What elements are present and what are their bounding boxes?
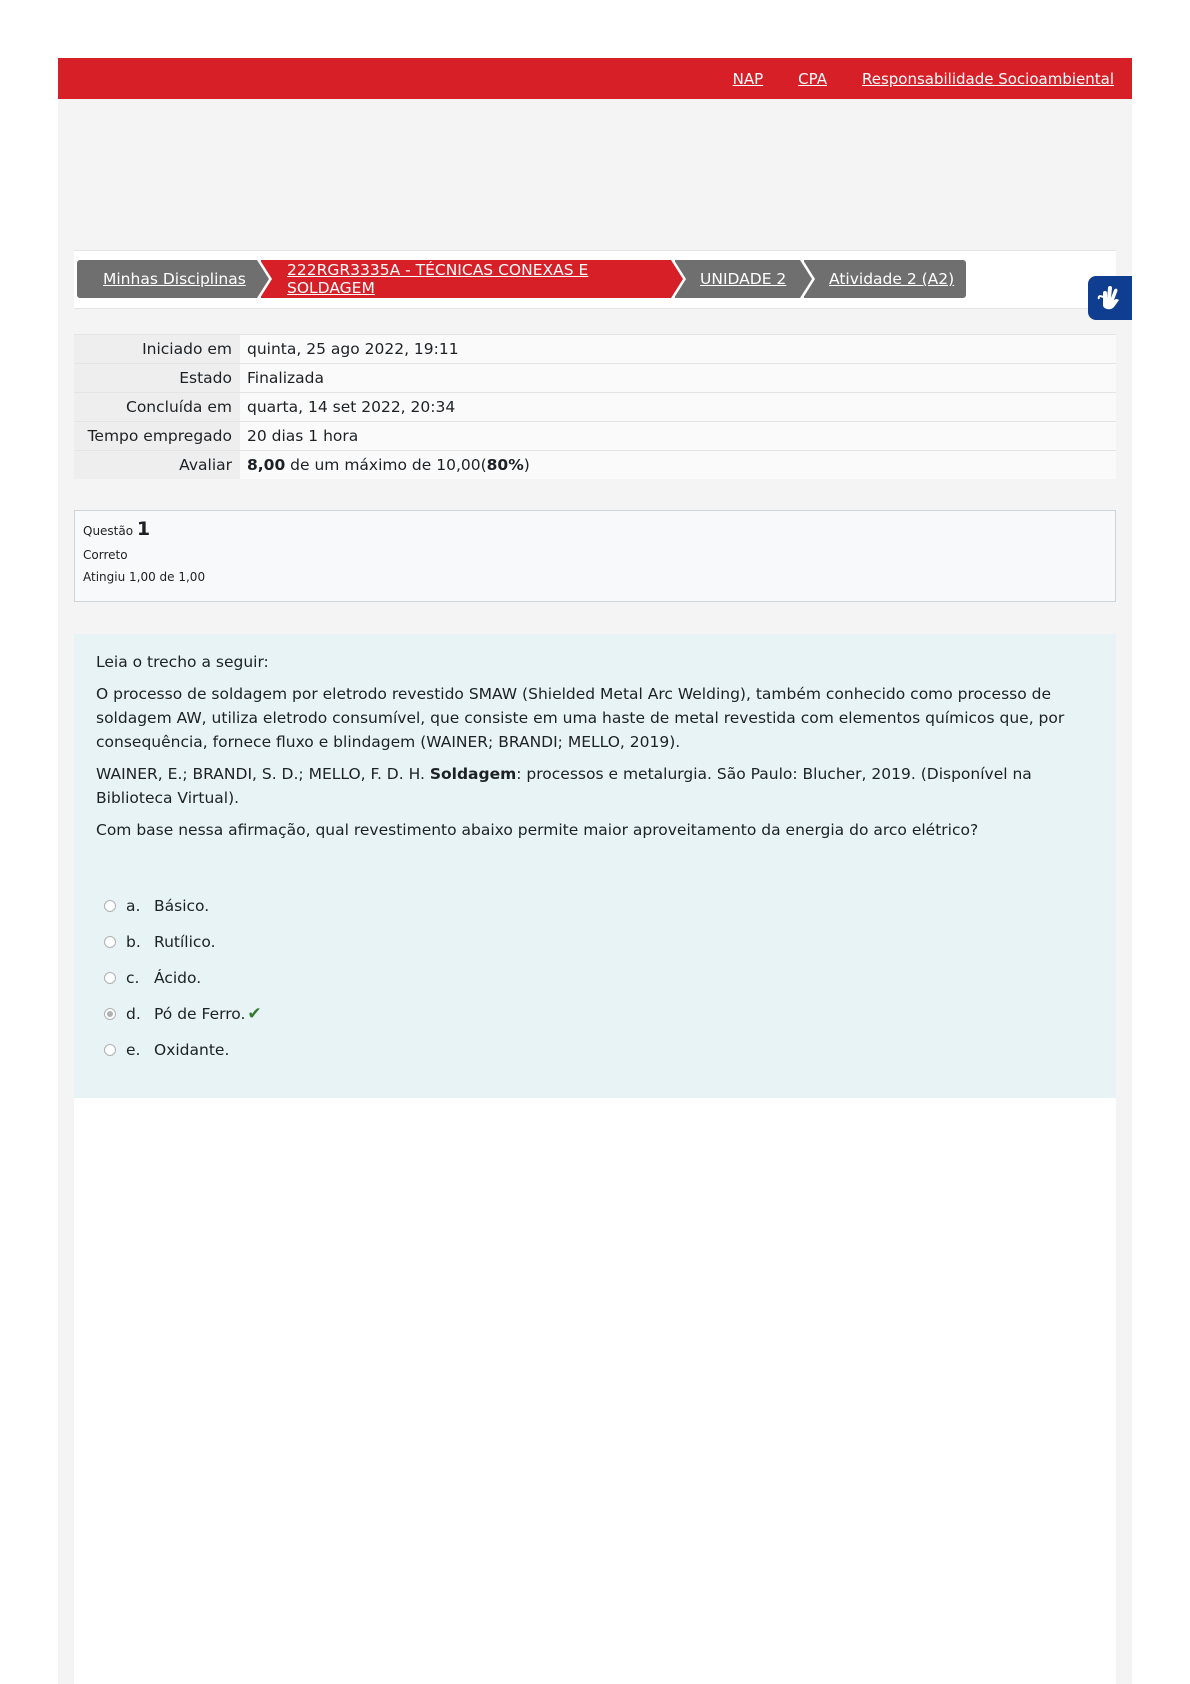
question-info-box <box>74 510 1116 602</box>
breadcrumb-item-atividade[interactable] <box>804 260 966 298</box>
answer-option-b[interactable] <box>104 924 262 960</box>
sign-language-hands-icon[interactable] <box>1088 276 1132 320</box>
radio-button[interactable] <box>104 1044 116 1056</box>
summary-value: quarta, 14 set 2022, 20:34 <box>240 393 1116 422</box>
question-prefix: Questão <box>83 524 134 538</box>
radio-button[interactable] <box>104 900 116 912</box>
question-mark: Atingiu 1,00 de 1,00 <box>83 570 206 584</box>
summary-row-grade <box>74 451 1116 480</box>
attempt-summary-table <box>74 334 1116 479</box>
answer-option-c[interactable] <box>104 960 262 996</box>
grade-end: ) <box>523 456 530 474</box>
radio-button[interactable] <box>104 936 116 948</box>
answer-letter: d. <box>126 1005 141 1023</box>
reference-authors: WAINER, E.; BRANDI, S. D.; MELLO, F. D. H. <box>96 765 430 783</box>
answer-letter: a. <box>126 897 141 915</box>
reference-details: : processos e metalurgia. São Paulo: Blucher, 2019. (Disponível na Biblioteca Virtual). <box>96 765 1032 807</box>
breadcrumb-item-minhas-disciplinas[interactable] <box>77 260 257 298</box>
summary-row <box>74 335 1116 364</box>
question-prompt: Com base nessa afirmação, qual revestimento abaixo permite maior aproveitamento da energia do arco elétrico? <box>96 821 979 839</box>
answer-text: Básico. <box>154 897 210 915</box>
question-intro: Leia o trecho a seguir: <box>96 653 269 671</box>
breadcrumb-item-unidade[interactable] <box>675 260 800 298</box>
page-container <box>58 58 1132 1684</box>
answer-letter: b. <box>126 933 141 951</box>
answer-text: Rutílico. <box>154 933 216 951</box>
answer-text: Oxidante. <box>154 1041 230 1059</box>
question-reference <box>96 762 1094 810</box>
answer-option-a[interactable] <box>104 888 262 924</box>
question-number: 1 <box>136 518 151 540</box>
grade-score: 8,00 <box>247 456 286 474</box>
nav-link-responsabilidade[interactable]: Responsabilidade Socioambiental <box>861 69 1114 88</box>
answer-letter: e. <box>126 1041 141 1059</box>
summary-label: Estado <box>74 364 240 393</box>
reference-title: Soldagem <box>429 765 517 783</box>
grade-percent: 80% <box>486 456 524 474</box>
top-nav-bar <box>58 58 1132 99</box>
summary-label: Concluída em <box>74 393 240 422</box>
summary-label: Iniciado em <box>74 335 240 364</box>
radio-button-selected[interactable] <box>104 1008 116 1020</box>
answer-option-e[interactable] <box>104 1032 262 1068</box>
summary-row <box>74 422 1116 451</box>
breadcrumb-label: Atividade 2 (A2) <box>829 270 955 288</box>
radio-button[interactable] <box>104 972 116 984</box>
summary-label: Tempo empregado <box>74 422 240 451</box>
summary-value: 20 dias 1 hora <box>240 422 1116 451</box>
breadcrumb-label: UNIDADE 2 <box>700 270 787 288</box>
grade-value <box>240 451 1116 480</box>
summary-label: Avaliar <box>74 451 240 480</box>
summary-value: quinta, 25 ago 2022, 19:11 <box>240 335 1116 364</box>
question-paragraph: O processo de soldagem por eletrodo revestido SMAW (Shielded Metal Arc Welding), também conhecido como processo de soldagem AW, utiliza eletrodo consumível, que consiste em uma haste de metal revestida com elementos químicos que, por consequência, fornece fluxo e blindagem (WAINER; BRANDI; MELLO, 2019). <box>96 685 1065 751</box>
summary-value: Finalizada <box>240 364 1116 393</box>
answer-list <box>104 888 262 1068</box>
grade-text: de um máximo de 10,00( <box>285 456 487 474</box>
question-content <box>74 634 1116 1098</box>
answer-text: Ácido. <box>154 969 202 987</box>
breadcrumb-label: 222RGR3335A - TÉCNICAS CONEXAS E SOLDAGEM <box>287 261 589 297</box>
breadcrumb-label: Minhas Disciplinas <box>103 270 246 288</box>
summary-row <box>74 364 1116 393</box>
page-lower-area <box>74 1098 1116 1684</box>
answer-option-d[interactable] <box>104 996 262 1032</box>
nav-link-nap[interactable]: NAP <box>732 69 764 88</box>
question-status: Correto <box>83 548 128 562</box>
answer-letter: c. <box>126 969 140 987</box>
breadcrumb <box>74 250 1116 309</box>
answer-text: Pó de Ferro. <box>154 1005 246 1023</box>
breadcrumb-item-course[interactable] <box>261 260 671 298</box>
summary-row <box>74 393 1116 422</box>
checkmark-icon: ✔ <box>247 1004 262 1024</box>
nav-link-cpa[interactable]: CPA <box>798 69 827 88</box>
